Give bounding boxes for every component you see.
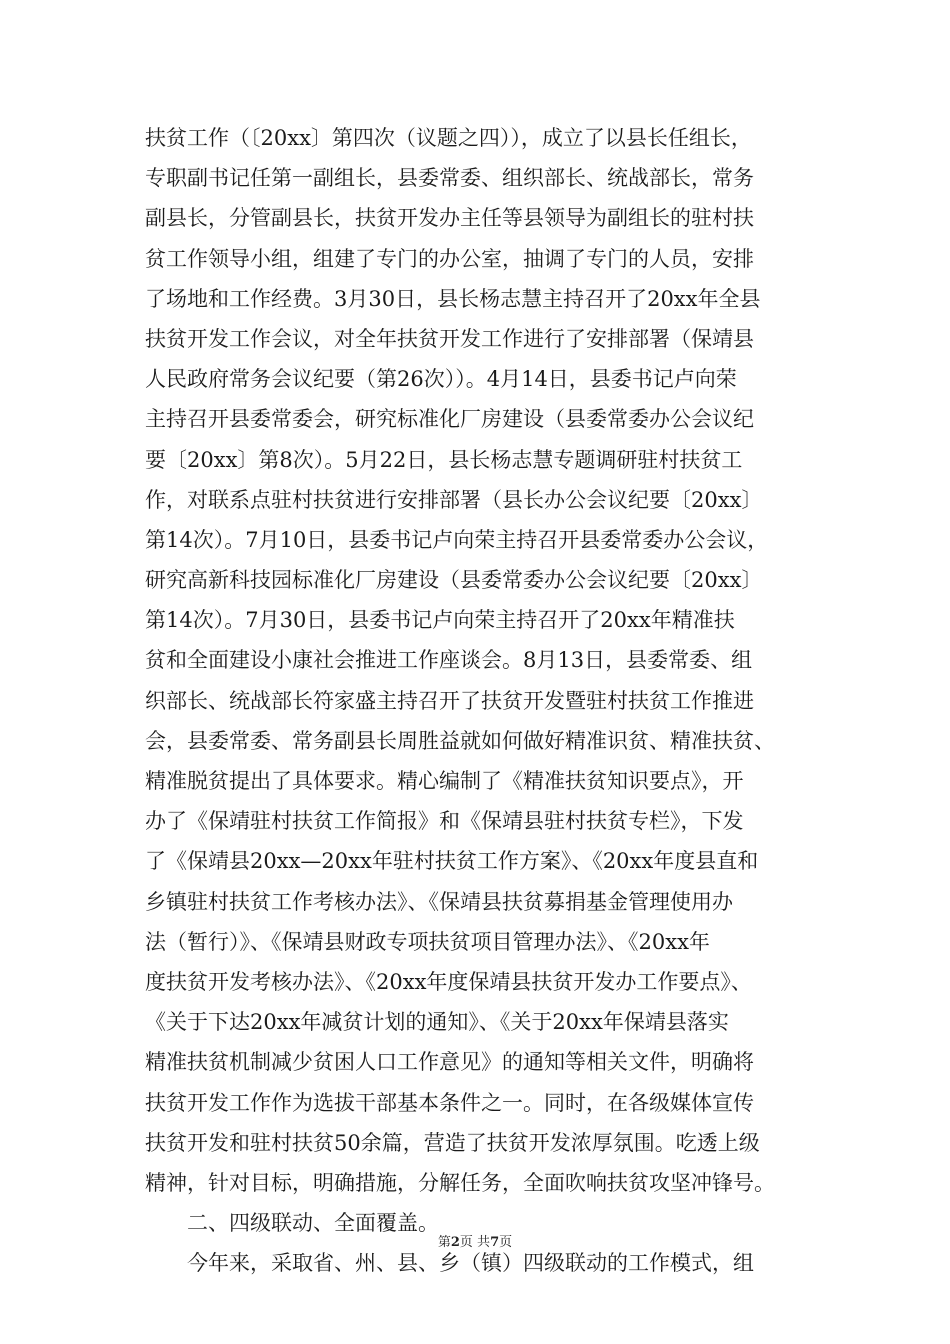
text-line: 人民政府常务会议纪要（第26次））。4月14日，县委书记卢向荣 <box>145 367 737 392</box>
text-line: 今年来，采取省、州、县、乡（镇）四级联动的工作模式，组 <box>187 1251 754 1276</box>
text-line: 二、四级联动、全面覆盖。 <box>187 1211 439 1236</box>
text-line: 精准脱贫提出了具体要求。精心编制了《精准扶贫知识要点》，开 <box>145 769 744 793</box>
text-line: 度扶贫开发考核办法》、《20xx年度保靖县扶贫开发办工作要点》、 <box>145 969 752 994</box>
text-line: 扶贫工作（〔20xx〕第四次（议题之四）），成立了以县长任组长， <box>145 126 752 150</box>
text-line: 扶贫开发和驻村扶贫50余篇，营造了扶贫开发浓厚氛围。吃透上级 <box>145 1130 760 1155</box>
text-line: 精神，针对目标，明确措施，分解任务，全面吹响扶贫攻坚冲锋号。 <box>145 1170 775 1195</box>
text-line: 第14次）。7月30日，县委书记卢向荣主持召开了20xx年精准扶 <box>145 608 735 633</box>
text-line: 了《保靖县20xx—20xx年驻村扶贫工作方案》、《20xx年度县直和 <box>145 849 759 874</box>
text-line: 作，对联系点驻村扶贫进行安排部署（县长办公会议纪要〔20xx〕 <box>145 487 763 512</box>
footer-middle: 页 共 <box>459 1235 491 1250</box>
text-line: 扶贫开发工作作为选拔干部基本条件之一。同时，在各级媒体宣传 <box>145 1090 754 1115</box>
text-line: 专职副书记任第一副组长，县委常委、组织部长、统战部长，常务 <box>145 166 754 191</box>
text-line: 办了《保靖驻村扶贫工作简报》和《保靖县驻村扶贫专栏》，下发 <box>145 809 744 834</box>
text-line: 精准扶贫机制减少贫困人口工作意见》的通知等相关文件，明确将 <box>145 1050 754 1075</box>
text-line: 贫工作领导小组，组建了专门的办公室，抽调了专门的人员，安排 <box>145 246 754 271</box>
text-line: 扶贫开发工作会议，对全年扶贫开发工作进行了安排部署（保靖县 <box>145 326 754 351</box>
text-line: 副县长，分管副县长，扶贫开发办主任等县领导为副组长的驻村扶 <box>145 206 754 231</box>
text-line: 《关于下达20xx年减贫计划的通知》、《关于20xx年保靖县落实 <box>145 1010 729 1035</box>
text-line: 研究高新科技园标准化厂房建设（县委常委办公会议纪要〔20xx〕 <box>145 568 763 593</box>
text-line: 贫和全面建设小康社会推进工作座谈会。8月13日，县委常委、组 <box>145 648 753 673</box>
text-line: 第14次）。7月10日，县委书记卢向荣主持召开县委常委办公会议， <box>145 527 769 552</box>
text-line: 会，县委常委、常务副县长周胜益就如何做好精准识贫、精准扶贫、 <box>145 728 775 753</box>
document-body <box>145 118 810 1283</box>
text-line: 了场地和工作经费。3月30日，县长杨志慧主持召开了20xx年全县 <box>145 286 761 311</box>
footer-suffix: 页 <box>499 1235 513 1250</box>
page-footer <box>0 1231 950 1250</box>
text-line: 要〔20xx〕第8次）。5月22日，县长杨志慧专题调研驻村扶贫工 <box>145 447 743 472</box>
total-pages-number: 7 <box>490 1235 500 1250</box>
current-page-number: 2 <box>450 1235 460 1250</box>
text-line: 主持召开县委常委会，研究标准化厂房建设（县委常委办公会议纪 <box>145 407 754 432</box>
footer-prefix: 第 <box>437 1235 451 1250</box>
text-line: 法（暂行）》、《保靖县财政专项扶贫项目管理办法》、《20xx年 <box>145 929 710 954</box>
text-line: 乡镇驻村扶贫工作考核办法》、《保靖县扶贫募捐基金管理使用办 <box>145 889 733 914</box>
text-line: 织部长、统战部长符家盛主持召开了扶贫开发暨驻村扶贫工作推进 <box>145 688 754 713</box>
